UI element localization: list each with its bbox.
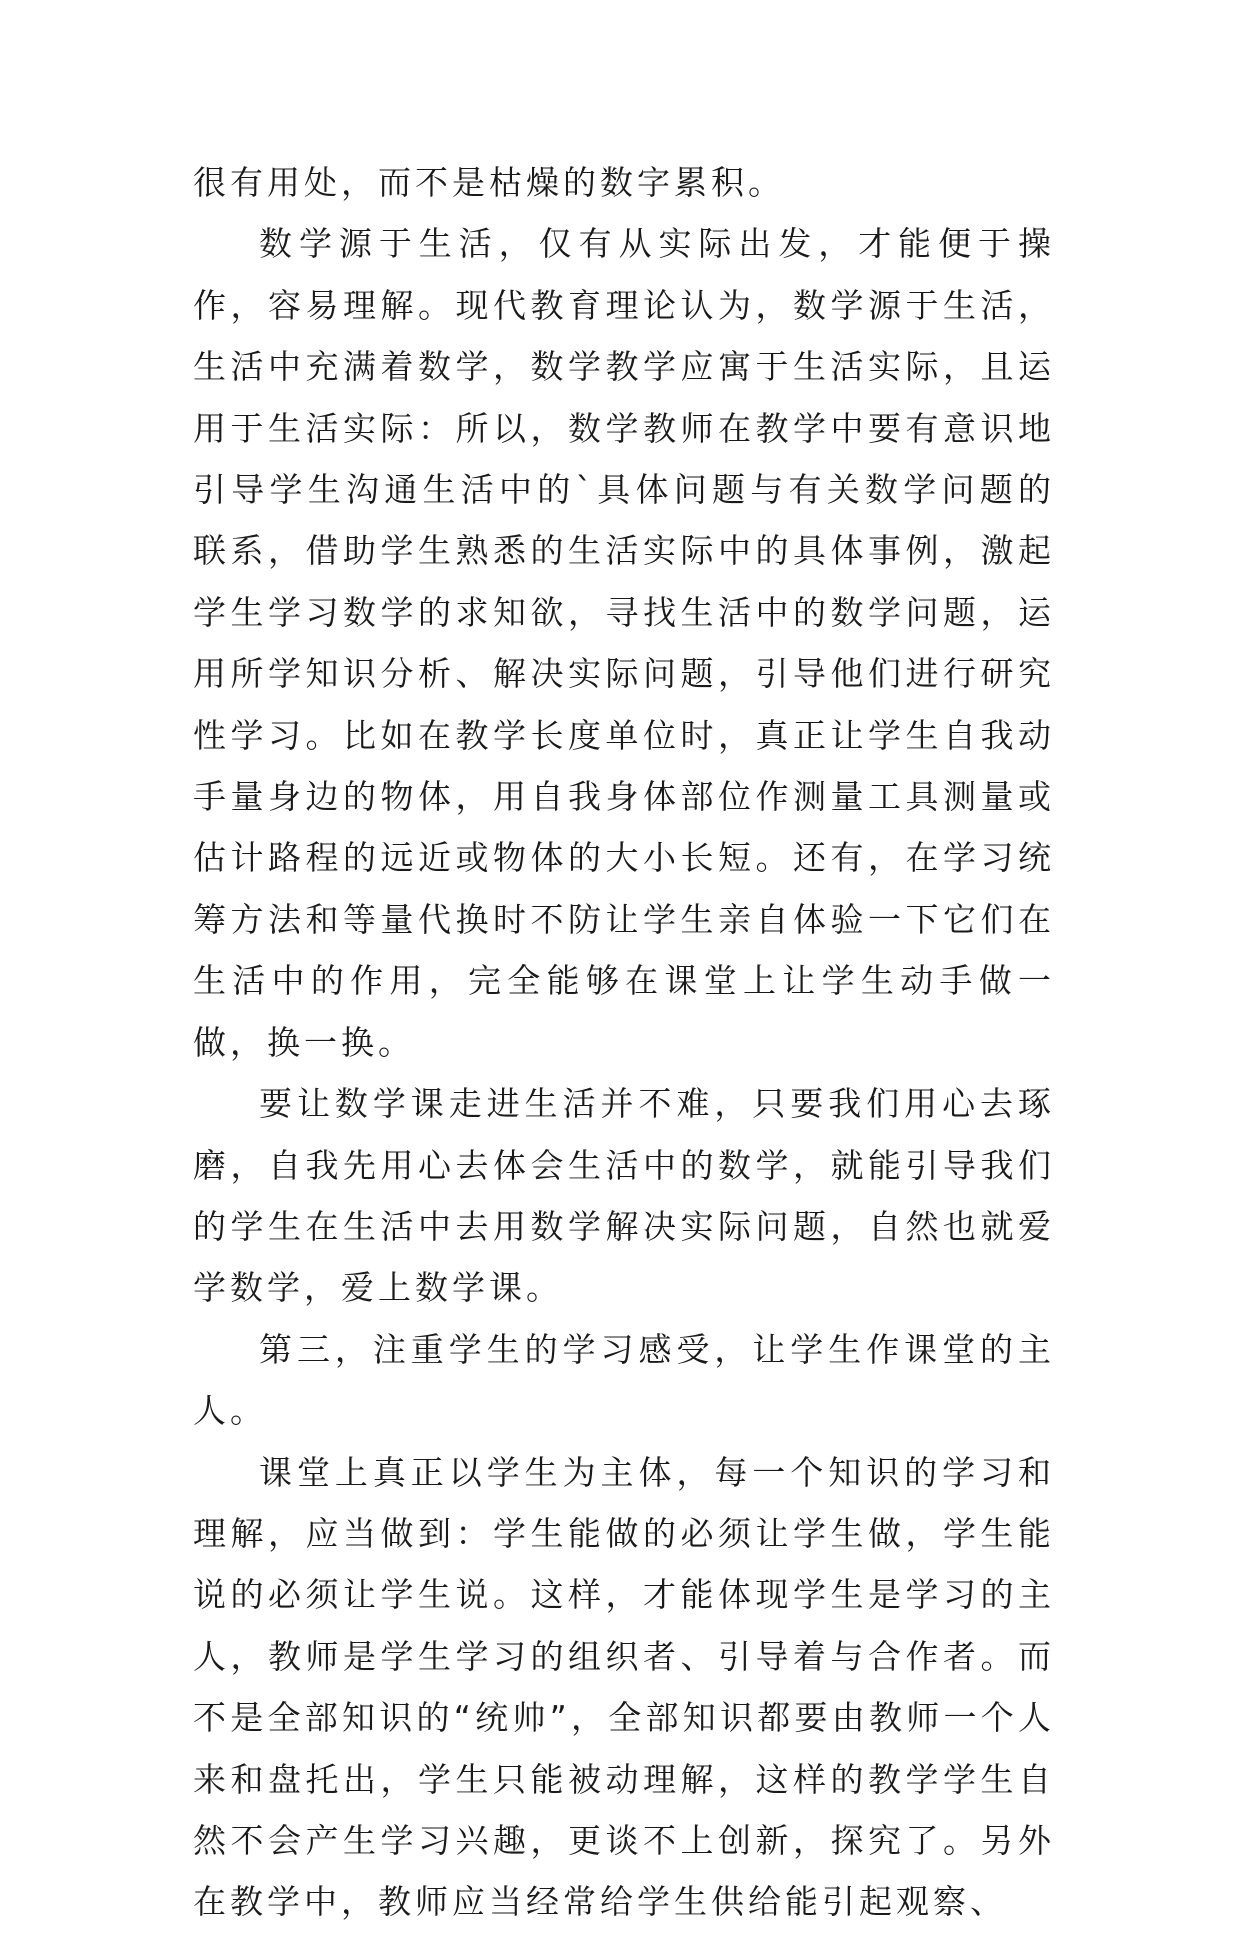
document-body: [193, 152, 1055, 1933]
paragraph-2: 数学源于生活，仅有从实际出发，才能便于操作，容易理解。现代教育理论认为，数学源于生活，生活中充满着数学，数学教学应寓于生活实际，且运用于生活实际：所以，数学教师在教学中要有意识地引导学生沟通生活中的`具体问题与有关数学问题的联系，借助学生熟悉的生活实际中的具体事例，激起学生学习数学的求知欲，寻找生活中的数学问题，运用所学知识分析、解决实际问题，引导他们进行研究性学习。比如在教学长度单位时，真正让学生自我动手量身边的物体，用自我身体部位作测量工具测量或估计路程的远近或物体的大小长短。还有，在学习统筹方法和等量代换时不防让学生亲自体验一下它们在生活中的作用，完全能够在课堂上让学生动手做一做，换一换。: [193, 224, 1055, 1062]
paragraph-3: 要让数学课走进生活并不难，只要我们用心去琢磨，自我先用心去体会生活中的数学，就能引导我们的学生在生活中去用数学解决实际问题，自然也就爱学数学，爱上数学课。: [193, 1084, 1055, 1308]
paragraph-4: 第三，注重学生的学习感受，让学生作课堂的主人。: [193, 1329, 1055, 1431]
paragraph-5: 课堂上真正以学生为主体，每一个知识的学习和理解，应当做到：学生能做的必须让学生做，学生能说的必须让学生说。这样，才能体现学生是学习的主人，教师是学生学习的组织者、引导着与合作者。而不是全部知识的“统帅”，全部知识都要由教师一个人来和盘托出，学生只能被动理解，这样的教学学生自然不会产生学习兴趣，更谈不上创新，探究了。另外在教学中，教师应当经常给学生供给能引起观察、: [193, 1452, 1055, 1922]
paragraph-1: 很有用处，而不是枯燥的数字累积。: [193, 163, 785, 202]
